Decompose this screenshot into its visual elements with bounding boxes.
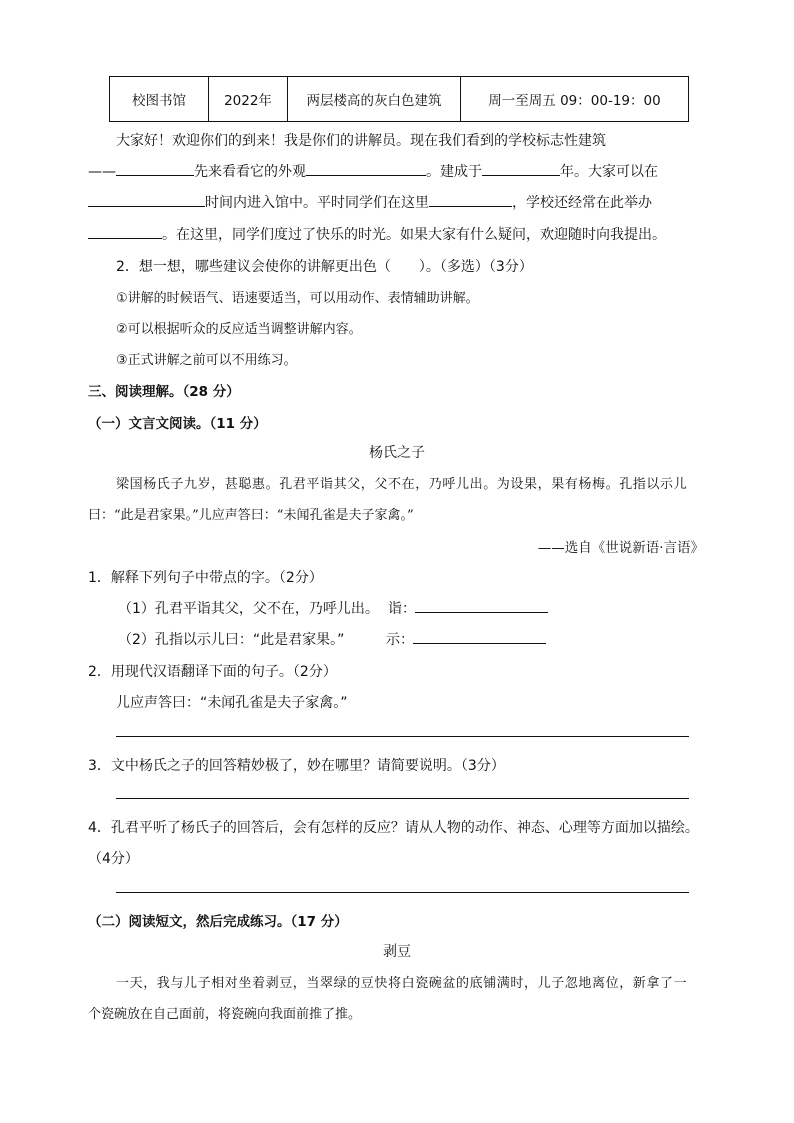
table-row (110, 77, 689, 122)
passage2-line-1: 一天，我与儿子相对坐着剥豆，当翠绿的豆快将白瓷碗盆的底铺满时，儿子忽地离位，新拿了一 (116, 976, 688, 991)
q1-item-b (118, 629, 344, 649)
intro-text: 年。大家可以在 (560, 164, 658, 180)
q2-stem: 2．想一想，哪些建议会使你的讲解更出色（ ）。（多选）（3分） (116, 259, 533, 275)
blank-building-name[interactable] (116, 161, 194, 176)
q2-option-2: ②可以根据听众的反应适当调整讲解内容。 (116, 322, 362, 337)
q1-sentence-a: （1）孔君平诣其父，父不在，乃呼儿出。 (118, 601, 379, 617)
blank-appearance[interactable] (306, 161, 426, 176)
section-3-sub-1: （一）文言文阅读。（11 分） (88, 416, 267, 432)
table-cell-place: 校图书馆 (110, 77, 209, 122)
blank-event[interactable] (88, 224, 162, 239)
intro-text: 时间内进入馆中。平时同学们在这里 (205, 195, 429, 211)
q1-answer-a[interactable] (415, 612, 548, 613)
blank-year[interactable] (482, 161, 560, 176)
q4-stem: 4．孔君平听了杨氏子的回答后，会有怎样的反应？请从人物的动作、神态、心理等方面加以描绘。 (88, 820, 699, 836)
intro-line-3 (88, 192, 652, 212)
q2-option-1: ①讲解的时候语气、语速要适当，可以用动作、表情辅助讲解。 (116, 291, 479, 306)
q1-sentence-b: （2）孔指以示儿曰：“此是君家果。” (118, 632, 345, 648)
q4-score: （4分） (88, 851, 139, 867)
intro-text: 先来看看它的外观 (194, 164, 306, 180)
q1-answer-b[interactable] (413, 643, 546, 644)
q2-translate-stem: 2．用现代汉语翻译下面的句子。（2分） (88, 664, 337, 680)
passage2-title: 剥豆 (383, 944, 411, 960)
blank-activity[interactable] (429, 192, 512, 207)
q1-item-a (118, 598, 379, 618)
intro-text: 。在这里，同学们度过了快乐的时光。如果大家有什么疑问，欢迎随时向我提出。 (162, 227, 666, 243)
q2-translate-sentence: 儿应声答曰：“未闻孔雀是夫子家禽。” (116, 695, 348, 711)
blank-hours[interactable] (88, 192, 205, 207)
q1-label-b: 示： (386, 632, 414, 648)
q3-stem: 3．文中杨氏之子的回答精妙极了，妙在哪里？请简要说明。（3分） (88, 758, 505, 774)
q3-answer-line[interactable] (116, 798, 689, 799)
dash: —— (88, 164, 116, 180)
passage-line-2: 曰：“此是君家果。”儿应声答曰：“未闻孔雀是夫子家禽。” (88, 508, 414, 523)
q1-stem: 1．解释下列句子中带点的字。（2分） (88, 570, 323, 586)
intro-text: ，学校还经常在此举办 (512, 195, 652, 211)
section-3-title: 三、阅读理解。（28 分） (88, 384, 240, 400)
table-cell-hours: 周一至周五 09：00-19：00 (461, 77, 689, 122)
section-3-sub-2: （二）阅读短文，然后完成练习。（17 分） (88, 914, 348, 930)
passage2-line-2: 个瓷碗放在自己面前，将瓷碗向我面前推了推。 (88, 1007, 362, 1022)
q4-answer-line[interactable] (116, 892, 689, 893)
passage-line-1: 梁国杨氏子九岁，甚聪惠。孔君平诣其父，父不在，乃呼儿出。为设果，果有杨梅。孔指以示儿 (116, 477, 688, 492)
intro-line-1: 大家好！欢迎你们的到来！我是你们的讲解员。现在我们看到的学校标志性建筑 (116, 133, 606, 149)
q1-label-a: 诣： (388, 601, 416, 617)
info-table (109, 76, 689, 122)
table-cell-year: 2022年 (209, 77, 288, 122)
q2-option-3: ③正式讲解之前可以不用练习。 (116, 353, 297, 368)
intro-line-4 (88, 224, 666, 244)
q2-answer-line[interactable] (116, 736, 689, 737)
passage-title: 杨氏之子 (369, 445, 425, 461)
intro-line-2 (88, 161, 658, 181)
passage-source: ——选自《世说新语·言语》 (537, 540, 704, 556)
intro-text: 。建成于 (426, 164, 482, 180)
table-cell-appearance: 两层楼高的灰白色建筑 (288, 77, 461, 122)
